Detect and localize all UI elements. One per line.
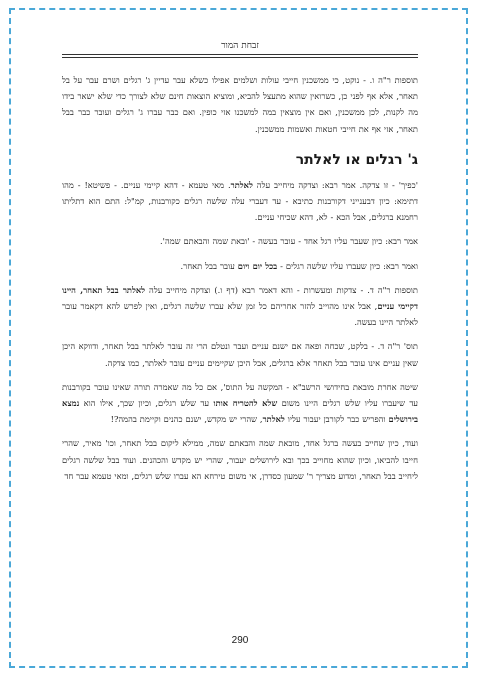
text-run: תוספות ר"ה ו. - נוקט, כי ממשכנין חייבי עולות ושלמים אפילו כשלא עבר עדיין ג' רגלים ושרם עבר על בל תאחר, אלא אף לפני כן, כשרואין שהוא מתעצל להביא, ומוציא הוצאות חינם שלא לצורך כדי שלא ישאר בידו מה לקנות, לכן ממשכנין, ואם אין מוצאין במה למשכנו אזי כופין. ואם כבר עברו ג' רגלים ועובר כבר בבל תאחר, אזי אף את חייבי חטאות ואשמות ממשכנין. [62,75,418,134]
paragraph [62,338,418,370]
running-header: זבחת המור [221,41,259,51]
bold-text: לאלתר [230,179,253,190]
text-run: תוספות ר"ה ד. - צדקות ומעשרות - והא דאמר רבא (דף ו.) וצדקה מיחייב עלה [145,284,418,295]
paragraph [62,258,418,274]
paragraph [62,282,418,331]
intro-block [62,72,418,137]
text-run: אמר רבא: כיון שעבר עליו רגל אחד - עובר בעשה - 'ובאת שמה והבאתם שמה'. [160,236,418,247]
bold-text: שלא להטריח אותו [213,398,278,409]
text-run: 'כפיך' - זו צדקה. אמר רבא: וצדקה מיחייב עלה [252,179,418,190]
bold-text: נמצא בירושלים [62,398,418,425]
text-run: ועוד, כיון שחייב בעשה ברגל אחד, מובאת שמה והבאתם שמה, ממילא ליקום בבל תאחר, וכו' מאיר, שהרי חייבו להביאו, וכיון שהוא מחוייב בכך ובא לירושלים יעבור, שהרי יש מקדש והכהנים. ועוד בבל שלשה רגלים ליחייב בבל תאחר, ומדוע מצריך ר' שמעון כסדרן, אי משום טירחא הא עברו שלש רגלים, ומאי טעמא עבר חד [62,438,418,481]
bold-text: לאלתר בבל תאחר, היינו דקיימי עניים [62,284,418,312]
header-rule-top [62,54,418,55]
bold-text: לאלתר [262,414,285,425]
paragraph [62,379,418,428]
paragraph [62,233,418,249]
text-run: שיטה אחרת מובאת בחידושי הרשב"א - המקשה על התוס', אם כל מה שאמרה תורה שאינו עובר בקורבנות עד שיעברו עליו שלש רגלים היינו משום [62,381,419,409]
header-rule-bottom [62,57,418,58]
page-number: 290 [231,635,249,646]
paragraph [62,72,418,137]
section-heading: ג' רגלים או לאלתר [295,151,418,168]
text-run: ואמר רבא: כיון שעברו עליו שלשה רגלים - [277,260,418,271]
section-body [62,177,418,484]
text-run: תוס' ר"ה ד. - בלקט, שכחה ופאה אם ישנם עניים ועבר ונטלם הרי זה עובר לאלתר בבל תאחר, ודווקא היכן שאין עניים אינו עובר בבל תאחר אלא ברגלים, אבל היכן שקיימים עניים עובר לאלתר, כמו צדקה. [62,341,418,368]
text-run: . מאי טעמא - דהא קיימי עניים. - פשיטא! - מהו דתימא: כיון דבענייני דקורבנות כתיבא - עד דעברי עלה שלשה רגלים כקורבנות, קמ"ל: התם הוא דתליתו רחמנא ברגלים, אבל הכא - לא, דהא שכיחי עניים. [62,179,418,223]
text-run: , אבל אינו מהוייב להזר אחריהם כל זמן שלא עברו שלשה רגלים, ואין לפרש להא דקאמר עובר לאלתר היינו בעשה. [62,301,418,328]
text-run: עובר בבל תאחר. [180,260,238,271]
paragraph [62,435,418,484]
paragraph [62,177,418,226]
text-run: עד שלש רגלים, וכיון שכך, אילו הוא [79,398,214,409]
text-run: , שהרי יש מקדש, ישנם כהנים וקיימת בהמה?! [110,414,263,425]
text-run: והפריש כבר לקורבן יעבור עליו [284,414,389,425]
bold-text: בכל יום ויום [237,260,278,271]
document-page [62,40,418,650]
